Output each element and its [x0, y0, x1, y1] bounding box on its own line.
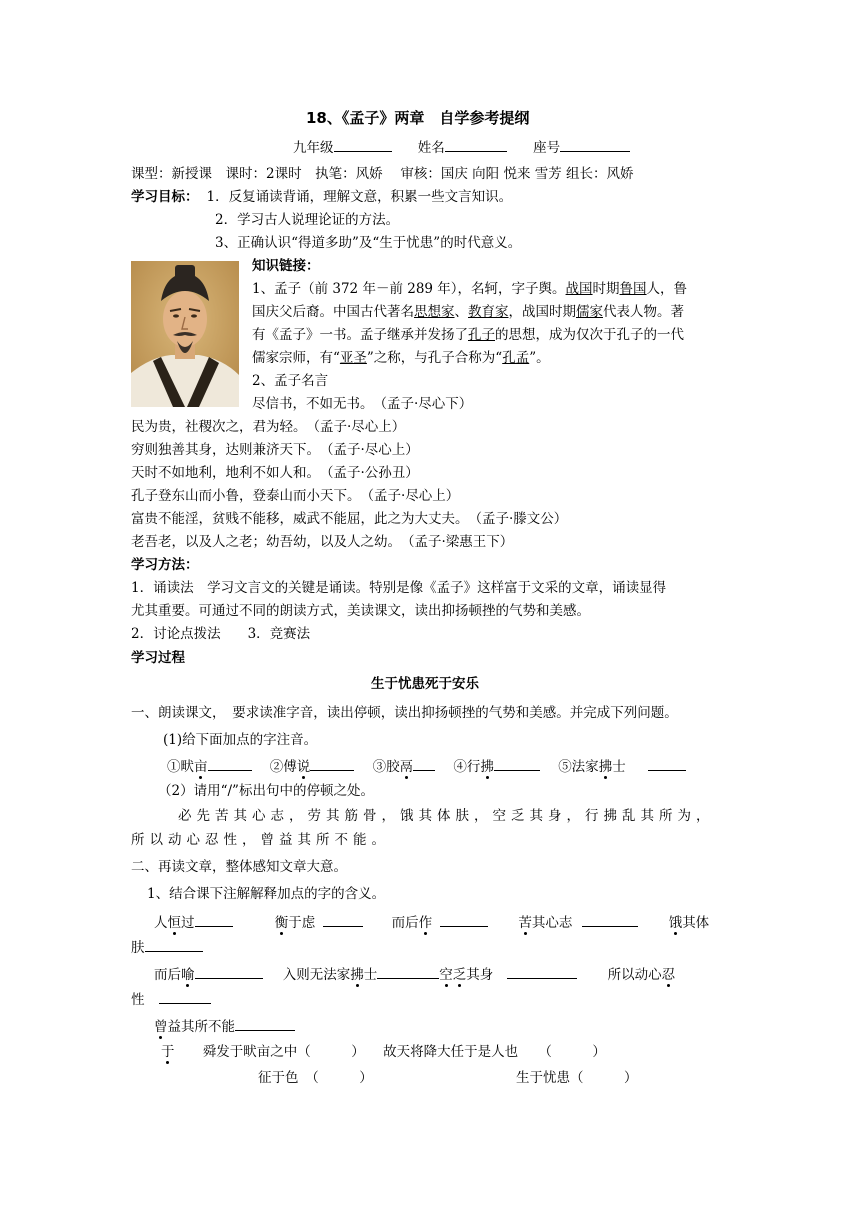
- answer-blank[interactable]: [413, 756, 435, 771]
- text-span: 而后: [154, 967, 181, 983]
- method-text: 1．诵读法 学习文言文的关键是诵读。特别是像《孟子》这样富于文采的文章，诵读显得: [131, 580, 667, 596]
- dotted-char: 衡: [274, 915, 289, 931]
- text-span: 其心志: [531, 915, 573, 931]
- text-span: 于虑: [288, 915, 316, 931]
- mencius-portrait: [131, 261, 239, 407]
- quote-item: 老吾老，以及人之老；幼吾幼，以及人之幼。 （孟子·梁惠王下）: [131, 534, 514, 550]
- section-title: 生于忧患死于安乐: [371, 676, 479, 692]
- quote-item: 孔子登东山而小鲁，登泰山而小天下。 （孟子·尽心上）: [131, 488, 460, 504]
- passage-line: 所以动心忍性，曾益其所不能。: [131, 832, 390, 848]
- dotted-char: 乏: [452, 967, 467, 983]
- dotted-char: 拂: [480, 759, 494, 775]
- grade-label: 九年级: [293, 140, 334, 156]
- link-kongmeng[interactable]: 孔孟: [502, 350, 530, 366]
- terms-row-continued: [131, 989, 211, 1010]
- answer-blank[interactable]: [494, 756, 540, 771]
- goals-row-1: [131, 187, 512, 207]
- text-span: 所以动心: [607, 967, 662, 983]
- yu-row: [161, 1042, 606, 1062]
- quote-item: 穷则独善其身，达则兼济天下。 （孟子·尽心上）: [131, 442, 419, 458]
- text-span: 时期: [592, 281, 620, 297]
- link-rujia[interactable]: 儒家: [576, 304, 603, 320]
- dotted-char: 拂: [350, 967, 364, 983]
- name-label: 姓名: [417, 140, 445, 156]
- quote-item: 天时不如地利，地利不如人和。 （孟子·公孙丑）: [131, 465, 419, 481]
- dotted-char: 苦: [518, 915, 532, 931]
- dotted-char: 说: [296, 759, 311, 775]
- portrait-image: [131, 261, 239, 407]
- dotted-char: 作: [418, 915, 433, 931]
- dotted-char: 于: [161, 1044, 175, 1060]
- knowledge-paragraph-line: [252, 302, 684, 322]
- question-2-1: 1、结合课下注解解释加点的字的含义。: [147, 886, 386, 902]
- link-luguo[interactable]: 鲁国: [619, 281, 647, 297]
- knowledge-paragraph-line: [252, 325, 684, 345]
- knowledge-paragraph-line: [252, 348, 550, 368]
- text-span: ，战国时期: [508, 304, 576, 320]
- link-jiaoyujia[interactable]: 教育家: [468, 304, 509, 320]
- text-span: 肤: [131, 940, 145, 956]
- question-1-1: (1)给下面加点的字注音。: [163, 732, 318, 748]
- answer-blank[interactable]: [159, 989, 211, 1004]
- link-kongzi[interactable]: 孔子: [468, 327, 495, 343]
- dotted-char: 亩: [194, 759, 208, 775]
- text-span: 入则无法家: [282, 967, 351, 983]
- terms-row-continued: [131, 937, 203, 958]
- text-span: 其体: [682, 915, 710, 931]
- text-span: ③胶: [372, 759, 400, 775]
- answer-blank[interactable]: [648, 756, 686, 771]
- answer-blank[interactable]: [507, 964, 577, 979]
- yu-example: 征于色 （ ）: [258, 1070, 373, 1086]
- dotted-char: 喻: [181, 967, 195, 983]
- terms-row: [154, 912, 709, 933]
- dotted-char: 曾: [154, 1019, 168, 1035]
- text-span: 国庆父后裔。中国古代著名: [252, 304, 414, 320]
- answer-blank[interactable]: [235, 1016, 295, 1031]
- text-span: ”之称，与孔子合称为“: [366, 350, 503, 366]
- text-span: 益其所不能: [167, 1019, 235, 1035]
- method-text: 尤其重要。可通过不同的朗读方式，美读课文，读出抑扬顿挫的气势和美感。: [131, 603, 590, 619]
- answer-blank[interactable]: [208, 756, 252, 771]
- text-span: 1、孟子（前 372 年－前 289 年），名轲，字子舆。: [252, 281, 566, 297]
- seat-blank[interactable]: [560, 137, 630, 152]
- process-label: 学习过程: [131, 650, 185, 666]
- text-span: 人: [154, 915, 168, 931]
- student-info-line: [293, 137, 630, 158]
- goal-item: 2．学习古人说理论证的方法。: [215, 212, 400, 228]
- answer-blank[interactable]: [377, 964, 439, 979]
- link-yasheng[interactable]: 亚圣: [339, 350, 367, 366]
- yu-example: 故天将降大任于是人也 （ ）: [383, 1044, 606, 1060]
- text-span: ①畎: [167, 759, 194, 775]
- dotted-char: 饿: [668, 915, 683, 931]
- dotted-char: 忍: [661, 967, 676, 983]
- methods-label: 学习方法：: [131, 557, 199, 573]
- text-span: 过: [181, 915, 195, 931]
- answer-blank[interactable]: [440, 912, 488, 927]
- method-text: 2．讨论点拨法 3．竞赛法: [131, 626, 311, 642]
- yu-example: 生于忧患（ ）: [516, 1070, 638, 1086]
- terms-row: [154, 1016, 295, 1037]
- lesson-info: 课型：新授课 课时：2课时 执笔：风娇 审核：国庆 向阳 悦来 雪芳 组长：风娇: [131, 166, 634, 182]
- text-span: ④行: [453, 759, 481, 775]
- answer-blank[interactable]: [195, 964, 263, 979]
- passage-line: 必先苦其心志，劳其筋骨，饿其体肤，空乏其身，行拂乱其所为，: [178, 808, 715, 824]
- grade-blank[interactable]: [334, 137, 392, 152]
- text-span: 有《孟子》一书。孟子继承并发扬了: [252, 327, 468, 343]
- text-span: 的思想，成为仅次于孔子的一代: [495, 327, 684, 343]
- answer-blank[interactable]: [310, 756, 354, 771]
- text-span: ⑤法家: [558, 759, 599, 775]
- dotted-char: 拂: [598, 759, 613, 775]
- answer-blank[interactable]: [582, 912, 638, 927]
- text-span: 儒家宗师，有“: [252, 350, 340, 366]
- link-sixiangjia[interactable]: 思想家: [414, 304, 455, 320]
- knowledge-paragraph-line: [252, 279, 687, 299]
- question-1: 一、朗读课文， 要求读准字音，读出停顿，读出抑扬顿挫的气势和美感。并完成下列问题。: [131, 705, 678, 721]
- answer-blank[interactable]: [145, 937, 203, 952]
- goal-item: 1．反复诵读背诵，理解文意，积累一些文言知识。: [206, 189, 513, 205]
- text-span: ②傅: [269, 759, 297, 775]
- answer-blank[interactable]: [323, 912, 363, 927]
- text-span: 人，鲁: [646, 281, 688, 297]
- dotted-char: 恒: [167, 915, 181, 931]
- text-span: ”。: [529, 350, 550, 366]
- goal-item: 3、正确认识“得道多助”及“生于忧患”的时代意义。: [215, 235, 522, 251]
- quote-item: 尽信书，不如无书。 （孟子·尽心下）: [252, 396, 473, 412]
- text-span: 、: [454, 304, 468, 320]
- terms-row: [154, 964, 675, 985]
- quote-item: 富贵不能淫，贫贱不能移，威武不能屈，此之为大丈夫。 （孟子·滕文公）: [131, 511, 568, 527]
- goals-label: 学习目标：: [131, 189, 199, 205]
- quotes-heading: 2、孟子名言: [252, 373, 329, 389]
- question-1-2: （2）请用“/”标出句中的停顿之处。: [158, 783, 374, 799]
- link-zhanguo[interactable]: 战国: [565, 281, 593, 297]
- text-span: 其身: [466, 967, 494, 983]
- quote-item: 民为贵，社稷次之，君为轻。 （孟子·尽心上）: [131, 419, 406, 435]
- pinyin-row: [167, 756, 686, 777]
- question-2: 二、再读文章，整体感知文章大意。: [131, 859, 347, 875]
- text-span: 代表人物。著: [603, 304, 684, 320]
- name-blank[interactable]: [445, 137, 507, 152]
- document-title: 18、《孟子》两章 自学参考提纲: [306, 109, 530, 127]
- text-span: 士: [363, 967, 378, 983]
- yu-example: 舜发于畎亩之中（ ）: [202, 1044, 365, 1060]
- dotted-char: 鬲: [399, 759, 414, 775]
- text-span: 而后: [391, 915, 419, 931]
- text-span: 性: [131, 992, 145, 1008]
- knowledge-label: 知识链接：: [252, 258, 320, 274]
- seat-label: 座号: [533, 140, 561, 156]
- dotted-char: 空: [439, 967, 453, 983]
- text-span: 士: [612, 759, 626, 775]
- answer-blank[interactable]: [195, 912, 233, 927]
